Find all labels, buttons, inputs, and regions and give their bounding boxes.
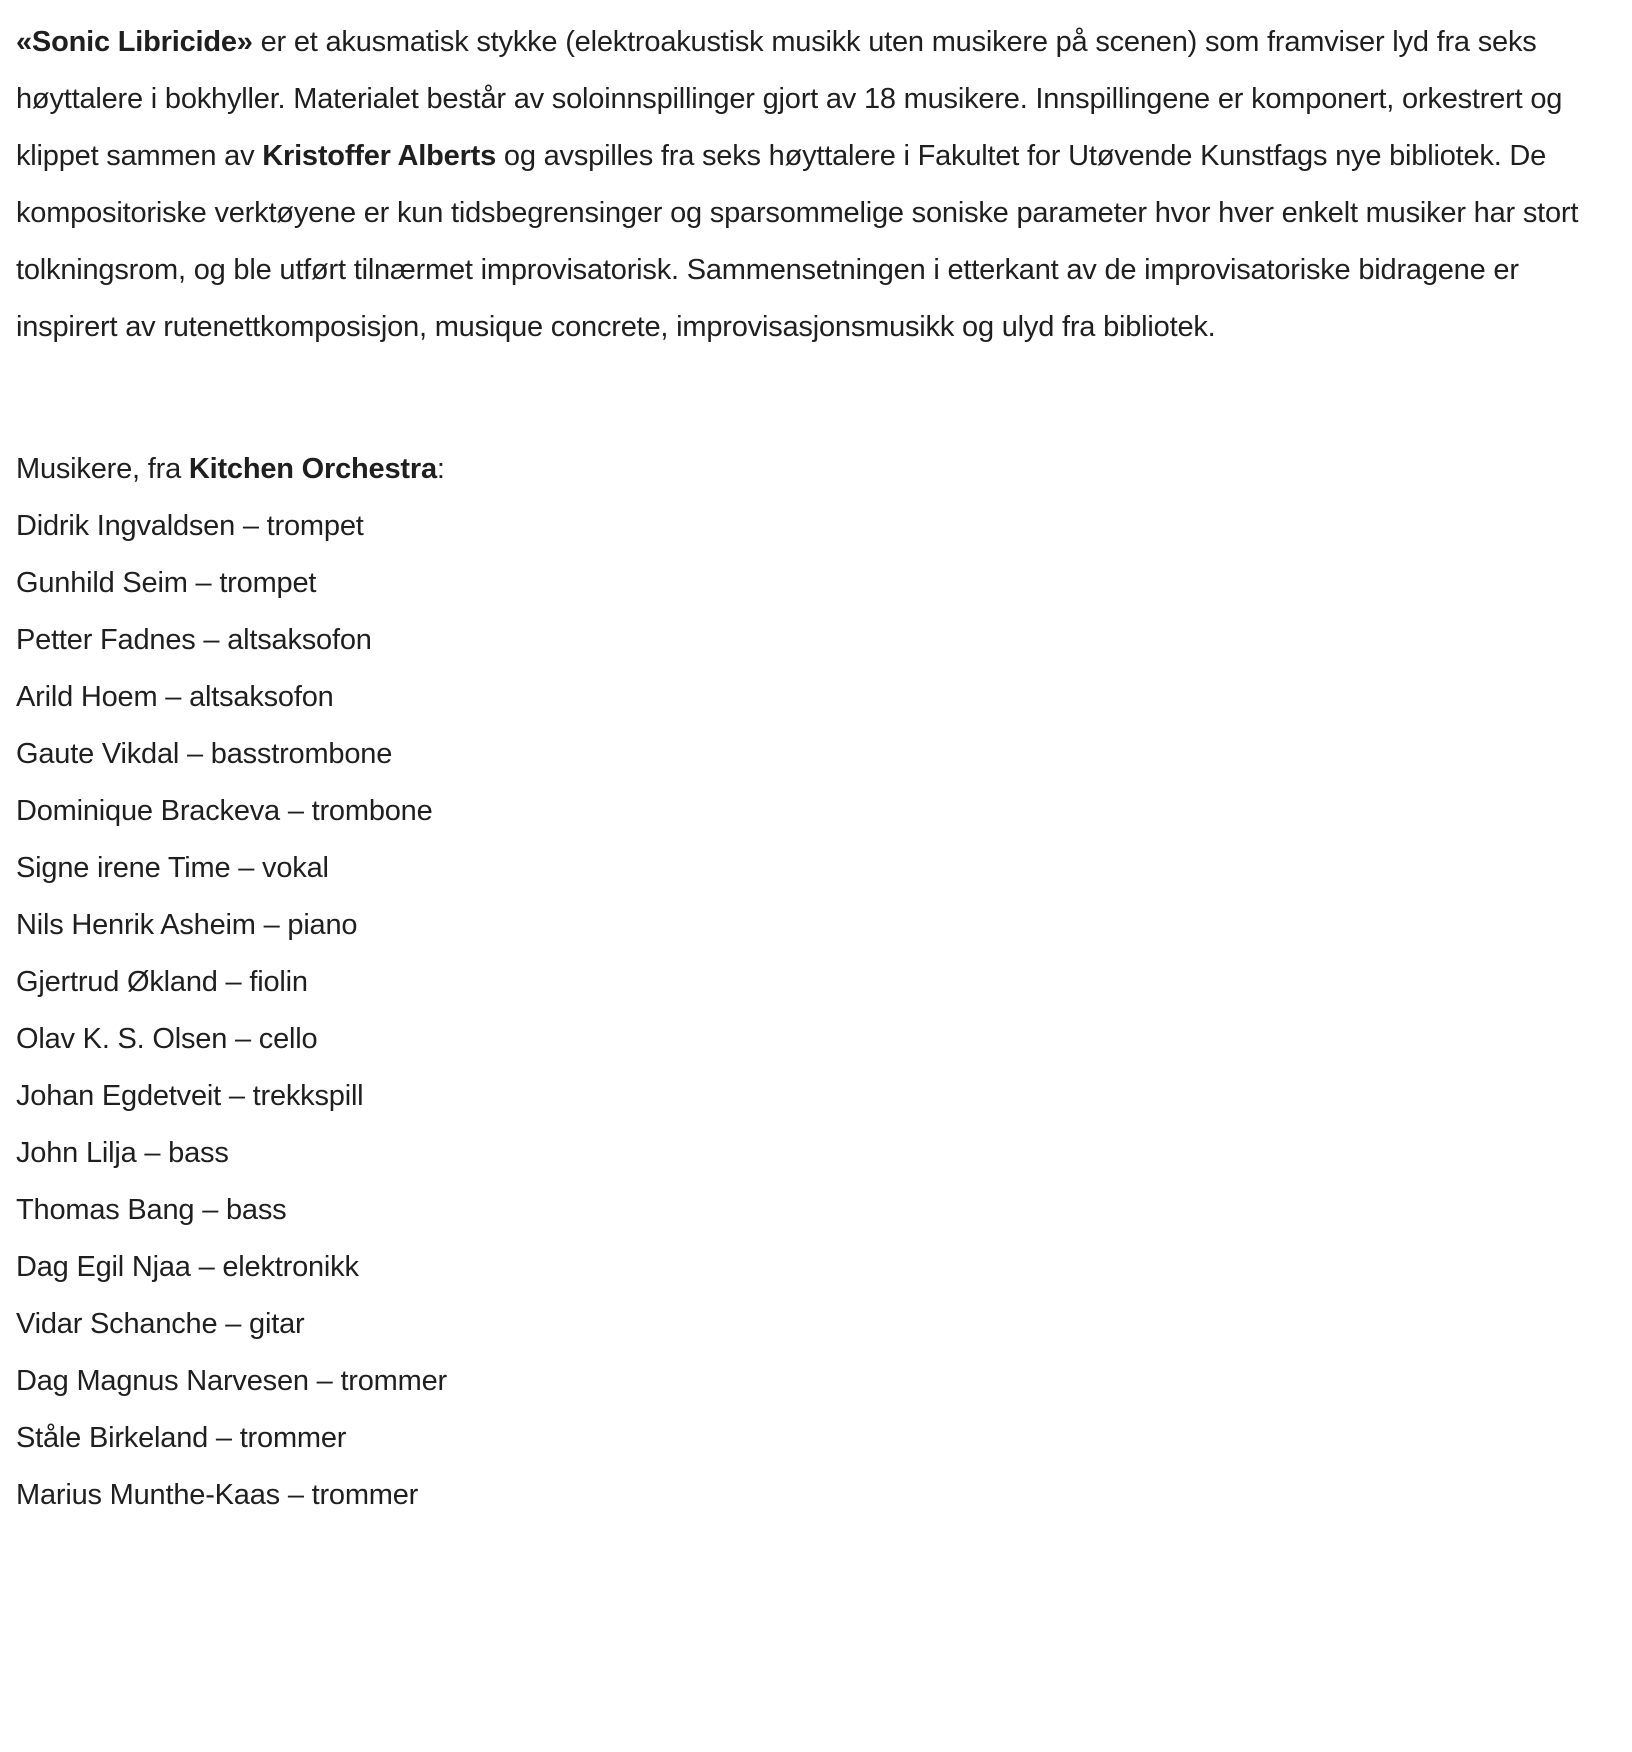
musician-line: Gjertrud Økland – fiolin — [16, 966, 308, 998]
musician-line: Olav K. S. Olsen – cello — [16, 1023, 318, 1055]
musician-line: Didrik Ingvaldsen – trompet — [16, 510, 364, 542]
musician-line: John Lilja – bass — [16, 1137, 229, 1169]
musician-line: Dominique Brackeva – trombone — [16, 795, 433, 827]
intro-title-text: «Sonic Libricide» — [16, 26, 253, 58]
musician-line: Johan Egdetveit – trekkspill — [16, 1080, 364, 1112]
musician-line: Arild Hoem – altsaksofon — [16, 681, 334, 713]
musician-line: Marius Munthe-Kaas – trommer — [16, 1479, 419, 1511]
intro-paragraph — [16, 14, 1614, 356]
musicians-heading-suffix: : — [436, 453, 445, 485]
intro-composer-name: Kristoffer Alberts — [262, 140, 497, 172]
musician-line: Thomas Bang – bass — [16, 1194, 287, 1226]
intro-body-text-2: og avspilles fra seks høyttalere i Fakultet for Utøvende Kunstfags nye bibliotek. De kompositoriske verktøyene er kun tidsbegrensinger og sparsommelige soniske parameter hvor hver enkelt musiker har stort tolkningsrom, og ble utført tilnærmet improvisatorisk. Sammensetningen i etterkant av de improvisatoriske bidragene er inspirert av rutenettkomposisjon, musique concrete, improvisasjonsmusikk og ulyd fra bibliotek. — [16, 140, 1579, 343]
musician-line: Dag Egil Njaa – elektronikk — [16, 1251, 359, 1283]
musician-line: Dag Magnus Narvesen – trommer — [16, 1365, 447, 1397]
musicians-heading-prefix: Musikere, fra — [16, 453, 189, 485]
musician-line: Vidar Schanche – gitar — [16, 1308, 305, 1340]
musician-line: Gunhild Seim – trompet — [16, 567, 317, 599]
musician-line: Nils Henrik Asheim – piano — [16, 909, 358, 941]
musicians-heading-orchestra-name: Kitchen Orchestra — [188, 453, 437, 485]
musician-line: Petter Fadnes – altsaksofon — [16, 624, 372, 656]
musician-line: Signe irene Time – vokal — [16, 852, 329, 884]
musician-line: Gaute Vikdal – basstrombone — [16, 738, 393, 770]
musicians-heading — [16, 441, 1614, 498]
musician-line: Ståle Birkeland – trommer — [16, 1422, 347, 1454]
musicians-list — [16, 498, 1614, 1524]
intro-body-text-1: er et akusmatisk stykke (elektroakustisk musikk uten musikere på scenen) som framviser lyd fra seks høyttalere i bokhyller. Materialet består av soloinnspillinger gjort av 18 musikere. Innspillingene er komponert, orkestrert og klippet sammen av — [16, 26, 1563, 172]
